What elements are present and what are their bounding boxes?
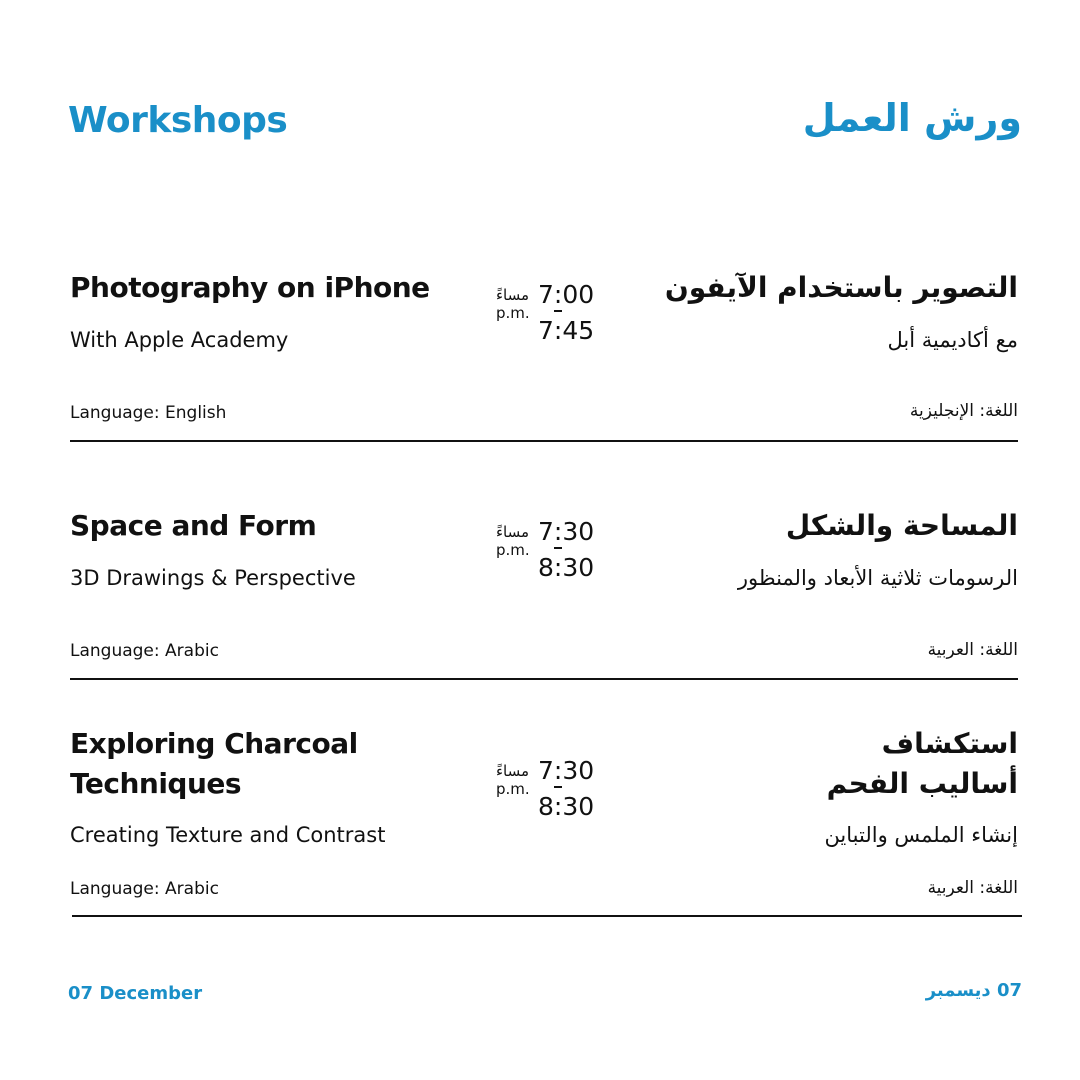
page-title-ar: ورش العمل [802,96,1022,140]
pm-label-en: p.m. [496,541,530,559]
workshop-3-title-ar: استكشاف أساليب الفحم [826,727,1018,800]
time-end: 8:30 [538,792,595,821]
workshop-3-subtitle-en: Creating Texture and Contrast [70,823,386,847]
workshop-2-subtitle-en: 3D Drawings & Perspective [70,566,356,590]
time-start: 7:00 [538,280,595,309]
time-start: 7:30 [538,756,595,785]
date-ar: 07 ديسمبر [925,980,1022,1001]
workshop-2-subtitle-ar: الرسومات ثلاثية الأبعاد والمنظور [737,566,1018,590]
pm-label-ar: مساءً [496,762,530,780]
divider [70,678,1018,680]
workshop-1-time [494,280,595,345]
time-start: 7:30 [538,517,595,546]
workshop-1-language-ar: اللغة: الإنجليزية [909,401,1018,421]
page-title-en: Workshops [68,100,288,141]
pm-label-ar: مساءً [496,523,530,541]
pm-label-ar: مساءً [496,286,530,304]
workshop-1-subtitle-en: With Apple Academy [70,328,289,352]
time-separator [554,547,562,549]
workshop-2-title-en: Space and Form [70,509,317,542]
workshop-3-language-ar: اللغة: العربية [927,878,1018,898]
date-en: 07 December [68,983,203,1004]
workshop-1-subtitle-ar: مع أكاديمية أبل [887,328,1018,352]
workshop-1-title-ar: التصوير باستخدام الآيفون [664,271,1018,304]
workshop-2-language-ar: اللغة: العربية [927,640,1018,660]
time-separator [554,786,562,788]
workshop-1-language-en: Language: English [70,403,227,423]
time-separator [554,310,562,312]
workshop-1-title-en: Photography on iPhone [70,271,430,304]
workshop-2-language-en: Language: Arabic [70,641,219,661]
pm-label-en: p.m. [496,780,530,798]
workshop-3-time [494,756,595,821]
divider [70,440,1018,442]
time-end: 7:45 [538,316,595,345]
pm-label-en: p.m. [496,304,530,322]
workshop-3-title-en: Exploring Charcoal Techniques [70,727,358,800]
workshop-2-title-ar: المساحة والشكل [785,509,1018,542]
divider [72,915,1022,917]
time-end: 8:30 [538,553,595,582]
workshop-2-time [494,517,595,582]
workshop-3-language-en: Language: Arabic [70,879,219,899]
workshop-3-subtitle-ar: إنشاء الملمس والتباين [824,823,1018,847]
